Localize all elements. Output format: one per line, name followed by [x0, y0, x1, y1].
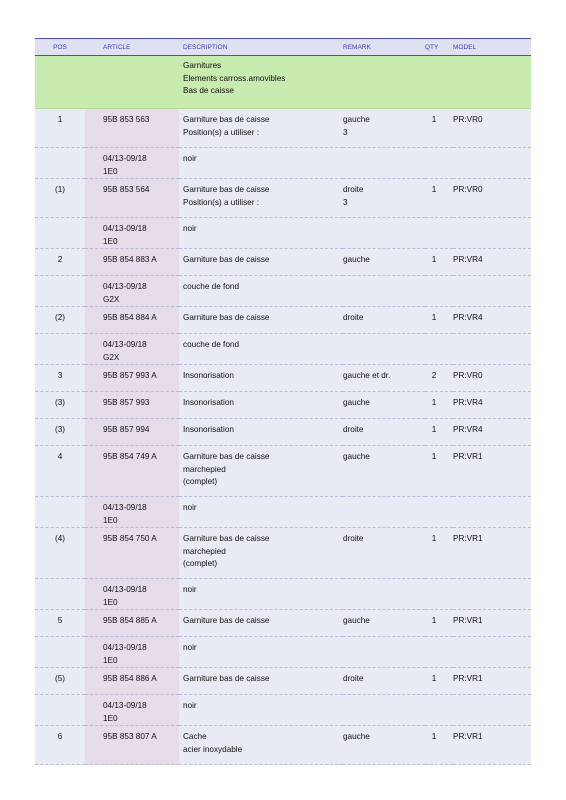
pos-value: (1) — [54, 185, 65, 194]
pos-value: (3) — [54, 398, 65, 407]
qty-cell — [425, 109, 453, 148]
description-line: noir — [183, 154, 197, 163]
description-cell — [179, 276, 343, 307]
remark-line: droite — [343, 185, 364, 194]
qty-cell — [425, 637, 453, 668]
validity-date: 04/13-09/18 — [103, 701, 147, 710]
model-cell — [453, 419, 531, 446]
qty-cell — [425, 610, 453, 637]
model-cell — [453, 726, 531, 765]
model-code: PR:VR0 — [453, 371, 483, 380]
validity-date: 04/13-09/18 — [103, 340, 147, 349]
remark-line: gauche — [343, 255, 370, 264]
model-cell — [453, 334, 531, 365]
article-number: 95B 854 885 A — [103, 616, 157, 625]
color-code: G2X — [103, 352, 120, 362]
remark-line: 3 — [343, 197, 348, 207]
remark-cell — [343, 579, 425, 610]
description-line: couche de fond — [183, 340, 239, 349]
part-row — [35, 249, 531, 276]
description-cell — [179, 179, 343, 218]
color-code: 1E0 — [103, 713, 118, 723]
description-line: Position(s) a utiliser : — [183, 127, 259, 137]
model-code: PR:VR0 — [453, 115, 483, 124]
parts-sheet — [35, 38, 531, 765]
validity-date: 04/13-09/18 — [103, 503, 147, 512]
validity-date: 04/13-09/18 — [103, 643, 147, 652]
description-line: noir — [183, 643, 197, 652]
model-cell — [453, 446, 531, 497]
qty-value: 1 — [431, 732, 437, 741]
qty-value: 1 — [431, 115, 437, 124]
model-cell — [453, 392, 531, 419]
header-description: DESCRIPTION — [179, 39, 343, 56]
pos-value: 1 — [57, 115, 63, 124]
article-number: 95B 853 563 — [103, 115, 150, 124]
part-row — [35, 179, 531, 218]
remark-cell — [343, 726, 425, 765]
remark-line: gauche — [343, 115, 370, 124]
model-cell — [453, 528, 531, 579]
article-number: 95B 854 886 A — [103, 674, 157, 683]
pos-cell — [35, 419, 85, 446]
part-row — [35, 307, 531, 334]
qty-value: 1 — [431, 185, 437, 194]
model-cell — [453, 148, 531, 179]
article-number: 95B 854 749 A — [103, 452, 157, 461]
article-cell — [85, 668, 179, 695]
pos-cell — [35, 497, 85, 528]
qty-cell — [425, 668, 453, 695]
qty-cell — [425, 276, 453, 307]
model-code: PR:VR4 — [453, 255, 483, 264]
section-line: Elements carross.amovibles — [183, 73, 286, 83]
qty-value: 1 — [431, 616, 437, 625]
description-line: Position(s) a utiliser : — [183, 197, 259, 207]
description-cell — [179, 528, 343, 579]
article-number: 95B 854 883 A — [103, 255, 157, 264]
description-line: Garniture bas de caisse — [183, 616, 270, 625]
pos-cell — [35, 276, 85, 307]
pos-cell — [35, 109, 85, 148]
pos-cell — [35, 179, 85, 218]
model-cell — [453, 307, 531, 334]
article-number: 95B 853 807 A — [103, 732, 157, 741]
remark-cell — [343, 668, 425, 695]
description-cell — [179, 497, 343, 528]
color-code: G2X — [103, 294, 120, 304]
model-code: PR:VR4 — [453, 425, 483, 434]
model-cell — [453, 218, 531, 249]
article-cell — [85, 497, 179, 528]
qty-value: 1 — [431, 425, 437, 434]
model-code: PR:VR1 — [453, 674, 483, 683]
description-cell — [179, 446, 343, 497]
pos-value: (2) — [54, 313, 65, 322]
model-code: PR:VR4 — [453, 313, 483, 322]
header-model: MODEL — [453, 39, 531, 56]
pos-cell — [35, 148, 85, 179]
section-pos — [35, 56, 85, 109]
color-code: 1E0 — [103, 597, 118, 607]
article-cell — [85, 334, 179, 365]
remark-cell — [343, 365, 425, 392]
article-cell — [85, 392, 179, 419]
article-cell — [85, 726, 179, 765]
qty-value: 2 — [431, 371, 437, 380]
variant-row — [35, 334, 531, 365]
qty-cell — [425, 334, 453, 365]
color-code: 1E0 — [103, 515, 118, 525]
qty-cell — [425, 419, 453, 446]
description-cell — [179, 249, 343, 276]
pos-cell — [35, 218, 85, 249]
remark-cell — [343, 179, 425, 218]
description-cell — [179, 695, 343, 726]
remark-cell — [343, 610, 425, 637]
article-cell — [85, 365, 179, 392]
article-cell — [85, 446, 179, 497]
remark-line: gauche et dr. — [343, 371, 391, 380]
validity-date: 04/13-09/18 — [103, 585, 147, 594]
pos-cell — [35, 528, 85, 579]
remark-line: 3 — [343, 127, 348, 137]
qty-cell — [425, 218, 453, 249]
article-cell — [85, 307, 179, 334]
article-number: 95B 857 994 — [103, 425, 150, 434]
description-line: noir — [183, 503, 197, 512]
article-cell — [85, 249, 179, 276]
part-row — [35, 726, 531, 765]
remark-line: droite — [343, 313, 364, 322]
remark-cell — [343, 307, 425, 334]
remark-cell — [343, 695, 425, 726]
variant-row — [35, 218, 531, 249]
model-code: PR:VR1 — [453, 616, 483, 625]
parts-table — [35, 38, 531, 765]
model-code: PR:VR1 — [453, 452, 483, 461]
model-cell — [453, 610, 531, 637]
article-cell — [85, 179, 179, 218]
model-cell — [453, 695, 531, 726]
model-code: PR:VR1 — [453, 534, 483, 543]
section-title — [179, 56, 343, 109]
pos-cell — [35, 307, 85, 334]
remark-line: droite — [343, 534, 364, 543]
variant-row — [35, 497, 531, 528]
description-line: (complet) — [183, 559, 218, 568]
pos-cell — [35, 334, 85, 365]
article-cell — [85, 528, 179, 579]
remark-cell — [343, 249, 425, 276]
remark-cell — [343, 218, 425, 249]
description-cell — [179, 726, 343, 765]
remark-cell — [343, 528, 425, 579]
remark-cell — [343, 637, 425, 668]
description-cell — [179, 637, 343, 668]
article-cell — [85, 695, 179, 726]
remark-line: gauche — [343, 616, 370, 625]
article-cell — [85, 276, 179, 307]
qty-cell — [425, 307, 453, 334]
model-cell — [453, 637, 531, 668]
variant-row — [35, 637, 531, 668]
remark-line: droite — [343, 674, 364, 683]
description-line: acier inoxydable — [183, 744, 243, 754]
description-cell — [179, 579, 343, 610]
description-cell — [179, 668, 343, 695]
pos-value: 3 — [57, 371, 63, 380]
article-number: 95B 857 993 — [103, 398, 150, 407]
article-number: 95B 854 750 A — [103, 534, 157, 543]
remark-line: gauche — [343, 452, 370, 461]
qty-value: 1 — [431, 398, 437, 407]
description-line: couche de fond — [183, 282, 239, 291]
pos-cell — [35, 637, 85, 668]
color-code: 1E0 — [103, 655, 118, 665]
model-cell — [453, 179, 531, 218]
description-cell — [179, 392, 343, 419]
description-line: noir — [183, 701, 197, 710]
description-line: Garniture bas de caisse — [183, 255, 270, 264]
qty-cell — [425, 446, 453, 497]
description-line: marchepied — [183, 464, 226, 474]
qty-value: 1 — [431, 313, 437, 322]
pos-cell — [35, 695, 85, 726]
header-qty: QTY — [425, 39, 453, 56]
qty-cell — [425, 726, 453, 765]
article-number: 95B 853 564 — [103, 185, 150, 194]
description-line: (complet) — [183, 477, 218, 486]
model-cell — [453, 276, 531, 307]
description-line: Cache — [183, 732, 207, 741]
header-pos: POS — [35, 39, 85, 56]
part-row — [35, 668, 531, 695]
description-cell — [179, 307, 343, 334]
qty-value: 1 — [431, 534, 437, 543]
remark-line: droite — [343, 425, 364, 434]
section-row — [35, 56, 531, 109]
pos-cell — [35, 579, 85, 610]
pos-value: (5) — [54, 674, 65, 683]
pos-cell — [35, 249, 85, 276]
qty-cell — [425, 148, 453, 179]
remark-cell — [343, 497, 425, 528]
description-cell — [179, 365, 343, 392]
article-number: 95B 854 884 A — [103, 313, 157, 322]
pos-cell — [35, 610, 85, 637]
description-line: Insonorisation — [183, 398, 234, 407]
article-cell — [85, 610, 179, 637]
article-cell — [85, 109, 179, 148]
article-cell — [85, 419, 179, 446]
part-row — [35, 610, 531, 637]
model-cell — [453, 497, 531, 528]
article-cell — [85, 148, 179, 179]
pos-value: (4) — [54, 534, 65, 543]
description-line: noir — [183, 224, 197, 233]
part-row — [35, 365, 531, 392]
remark-cell — [343, 419, 425, 446]
variant-row — [35, 695, 531, 726]
pos-value: 2 — [57, 255, 63, 264]
description-line: Garniture bas de caisse — [183, 452, 270, 461]
description-cell — [179, 334, 343, 365]
part-row — [35, 419, 531, 446]
description-line: Garniture bas de caisse — [183, 313, 270, 322]
description-cell — [179, 419, 343, 446]
description-line: Insonorisation — [183, 425, 234, 434]
description-cell — [179, 610, 343, 637]
validity-date: 04/13-09/18 — [103, 154, 147, 163]
variant-row — [35, 148, 531, 179]
part-row — [35, 392, 531, 419]
qty-cell — [425, 249, 453, 276]
remark-line: gauche — [343, 398, 370, 407]
part-row — [35, 446, 531, 497]
color-code: 1E0 — [103, 166, 118, 176]
header-remark: REMARK — [343, 39, 425, 56]
description-line: Garniture bas de caisse — [183, 115, 270, 124]
model-code: PR:VR0 — [453, 185, 483, 194]
qty-cell — [425, 695, 453, 726]
part-row — [35, 528, 531, 579]
section-line: Bas de caisse — [183, 86, 234, 95]
remark-line: gauche — [343, 732, 370, 741]
table-header-row — [35, 39, 531, 56]
validity-date: 04/13-09/18 — [103, 224, 147, 233]
remark-cell — [343, 109, 425, 148]
qty-value: 1 — [431, 255, 437, 264]
validity-date: 04/13-09/18 — [103, 282, 147, 291]
pos-value: 6 — [57, 732, 63, 741]
description-line: Garniture bas de caisse — [183, 674, 270, 683]
qty-value: 1 — [431, 674, 437, 683]
variant-row — [35, 276, 531, 307]
description-line: Garniture bas de caisse — [183, 185, 270, 194]
article-number: 95B 857 993 A — [103, 371, 157, 380]
qty-cell — [425, 365, 453, 392]
model-cell — [453, 109, 531, 148]
model-code: PR:VR4 — [453, 398, 483, 407]
article-cell — [85, 218, 179, 249]
description-line: Garniture bas de caisse — [183, 534, 270, 543]
qty-cell — [425, 392, 453, 419]
description-cell — [179, 218, 343, 249]
remark-cell — [343, 276, 425, 307]
qty-cell — [425, 497, 453, 528]
part-row — [35, 109, 531, 148]
article-cell — [85, 637, 179, 668]
pos-value: 5 — [57, 616, 63, 625]
model-cell — [453, 668, 531, 695]
remark-cell — [343, 334, 425, 365]
qty-cell — [425, 179, 453, 218]
remark-cell — [343, 148, 425, 179]
pos-cell — [35, 446, 85, 497]
article-cell — [85, 579, 179, 610]
description-line: noir — [183, 585, 197, 594]
description-cell — [179, 109, 343, 148]
pos-value: 4 — [57, 452, 63, 461]
section-line: Garnitures — [183, 61, 222, 70]
pos-cell — [35, 726, 85, 765]
description-line: Insonorisation — [183, 371, 234, 380]
pos-cell — [35, 365, 85, 392]
model-code: PR:VR1 — [453, 732, 483, 741]
header-article: ARTICLE — [85, 39, 179, 56]
qty-cell — [425, 579, 453, 610]
qty-value: 1 — [431, 452, 437, 461]
description-line: marchepied — [183, 546, 226, 556]
section-article — [85, 56, 179, 109]
qty-cell — [425, 528, 453, 579]
model-cell — [453, 365, 531, 392]
description-cell — [179, 148, 343, 179]
pos-cell — [35, 392, 85, 419]
pos-value: (3) — [54, 425, 65, 434]
remark-cell — [343, 446, 425, 497]
color-code: 1E0 — [103, 236, 118, 246]
remark-cell — [343, 392, 425, 419]
model-cell — [453, 249, 531, 276]
pos-cell — [35, 668, 85, 695]
model-cell — [453, 579, 531, 610]
variant-row — [35, 579, 531, 610]
